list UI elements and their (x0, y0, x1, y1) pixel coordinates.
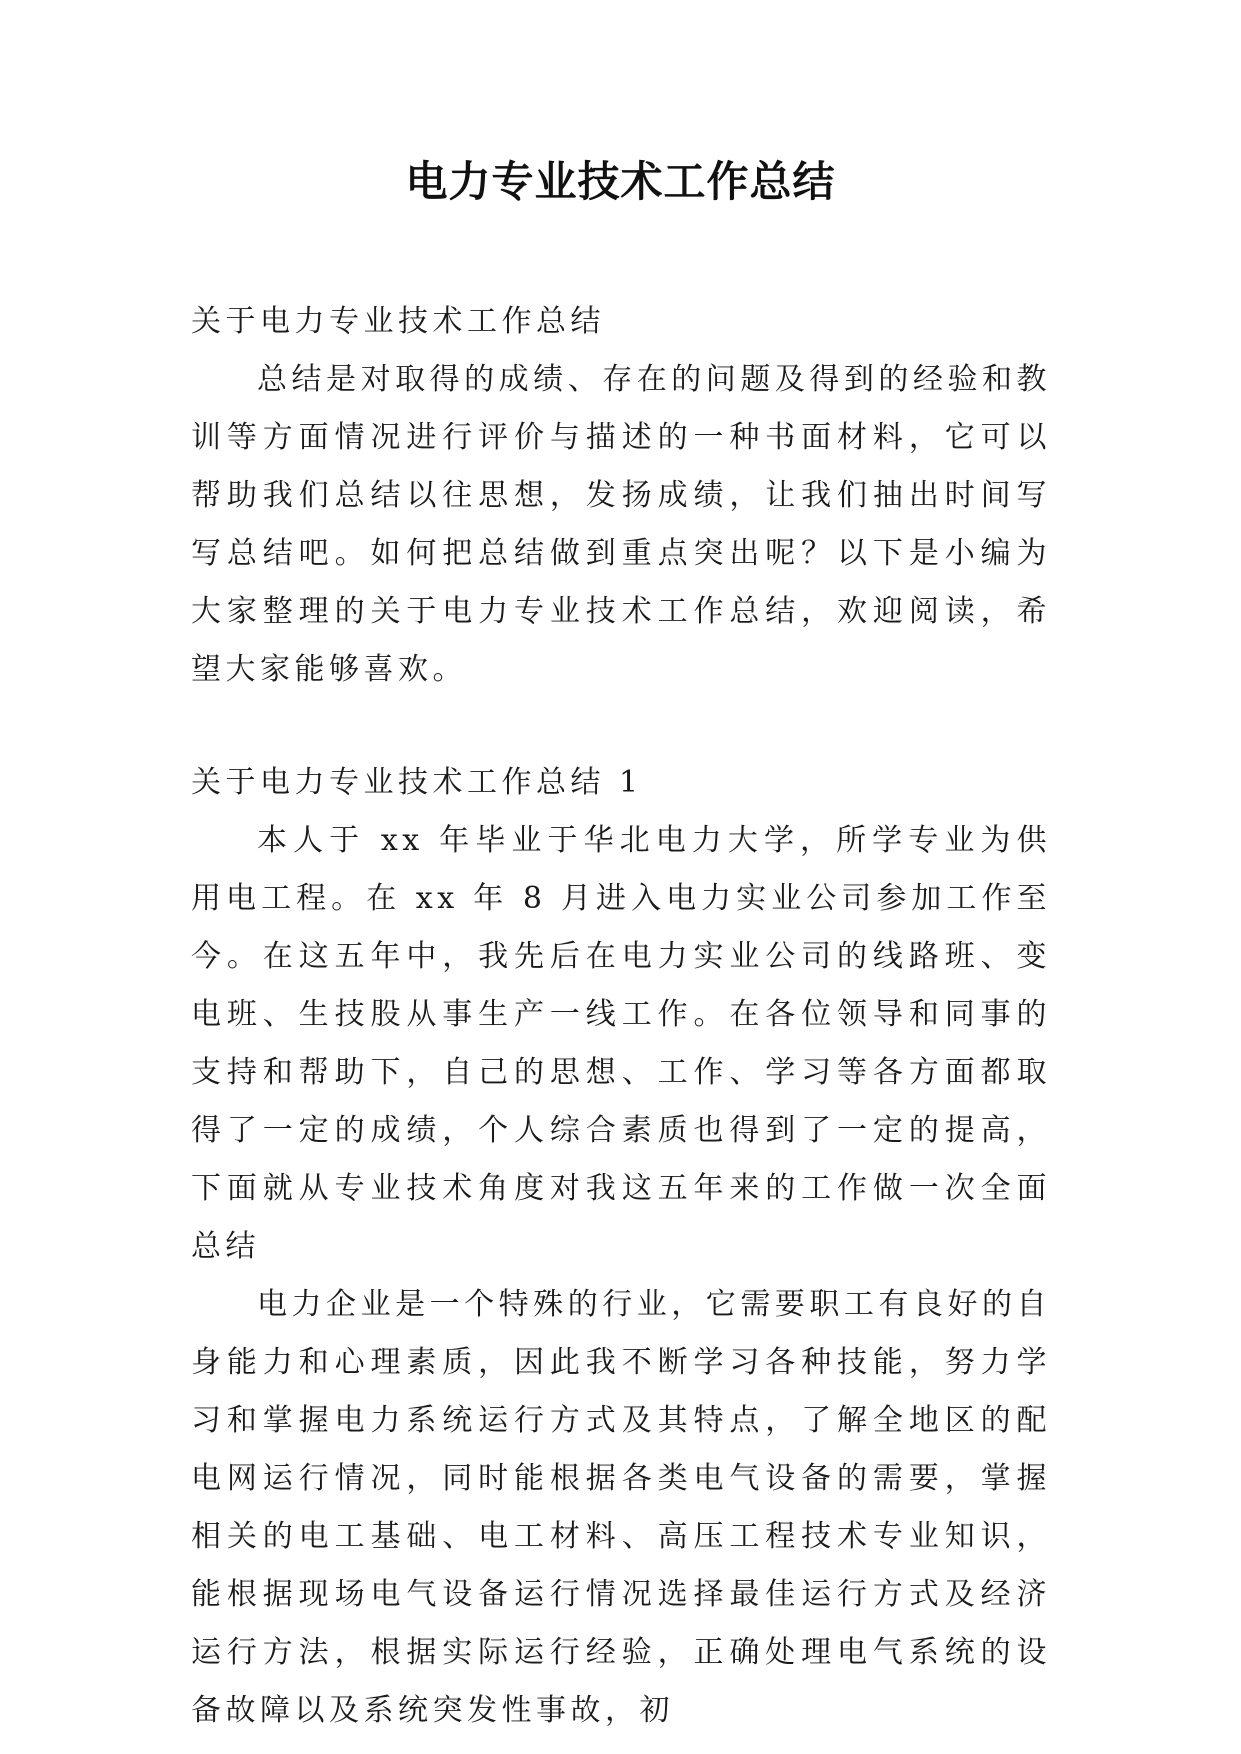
section-1-heading: 关于电力专业技术工作总结 1 (191, 765, 643, 800)
intro-heading: 关于电力专业技术工作总结 (191, 304, 605, 339)
document-title: 电力专业技术工作总结 (405, 157, 836, 206)
section-1-paragraph-1: 本人于 xx 年毕业于华北电力大学，所学专业为供用电工程。在 xx 年 8 月进入电力实业公司参加工作至今。在这五年中，我先后在电力实业公司的线路班、变电班、生技股从事生产一线工作。在各位领导和同事的支持和帮助下，自己的思想、工作、学习等各方面都取得了一定的成绩，个人综合素质也得到了一定的提高，下面就从专业技术角度对我这五年来的工作做一次全面总结 (191, 823, 1051, 1264)
section-spacer (191, 699, 1051, 754)
intro-paragraph: 总结是对取得的成绩、存在的问题及得到的经验和教训等方面情况进行评价与描述的一种书面材料，它可以帮助我们总结以往思想，发扬成绩，让我们抽出时间写写总结吧。如何把总结做到重点突出呢？以下是小编为大家整理的关于电力专业技术工作总结，欢迎阅读，希望大家能够喜欢。 (191, 362, 1051, 687)
section-1-paragraph-2: 电力企业是一个特殊的行业，它需要职工有良好的自身能力和心理素质，因此我不断学习各种技能，努力学习和掌握电力系统运行方式及其特点，了解全地区的配电网运行情况，同时能根据各类电气设备的需要，掌握相关的电工基础、电工材料、高压工程技术专业知识，能根据现场电气设备运行情况选择最佳运行方式及经济运行方法，根据实际运行经验，正确处理电气系统的设备故障以及系统突发性事故，初 (191, 1287, 1051, 1728)
document-body (191, 293, 1051, 1740)
